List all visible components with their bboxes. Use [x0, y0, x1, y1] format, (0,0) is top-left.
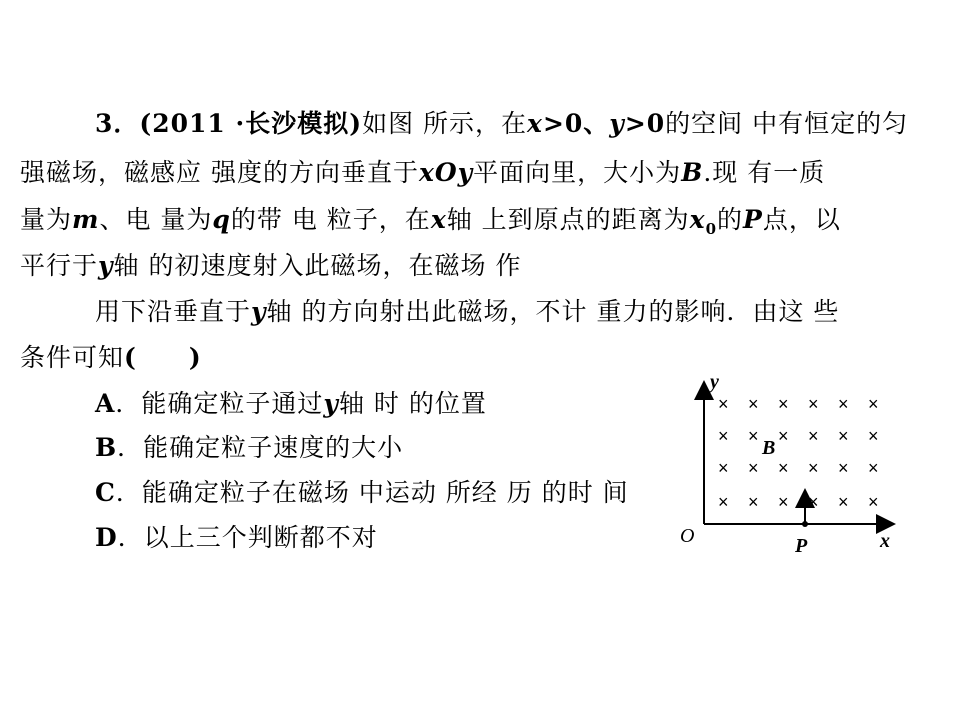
field-cross: ×	[868, 492, 879, 512]
y-axis-label: y	[710, 371, 719, 393]
option-d[interactable]: D．以上三个判断都不对	[95, 523, 378, 552]
question-line-2: 强磁场，磁感应 强度的方向垂直于xOy平面向里，大小为B.现 有一质	[20, 158, 826, 187]
point-p	[802, 521, 808, 527]
field-cross: ×	[718, 394, 729, 414]
question-line-4: 平行于y轴 的初速度射入此磁场，在磁场 作	[20, 251, 522, 280]
field-cross: ×	[808, 458, 819, 478]
field-cross: ×	[748, 426, 759, 446]
option-b[interactable]: B．能确定粒子速度的大小	[95, 433, 404, 462]
field-label: B	[762, 437, 776, 459]
question-line-5: 用下沿垂直于y轴 的方向射出此磁场，不计 重力的影响．由这 些	[95, 297, 840, 326]
magnetic-field-figure	[670, 370, 910, 560]
field-cross: ×	[838, 426, 849, 446]
field-cross: ×	[838, 492, 849, 512]
field-cross: ×	[718, 426, 729, 446]
field-cross: ×	[718, 492, 729, 512]
question-line-3: 量为m、电 量为q的带 电 粒子，在x轴 上到原点的距离为$x_0$的P点，以	[20, 205, 841, 238]
field-cross: ×	[748, 458, 759, 478]
field-cross: ×	[778, 492, 789, 512]
point-label: P	[795, 535, 808, 557]
field-cross: ×	[868, 394, 879, 414]
option-c[interactable]: C．能确定粒子在磁场 中运动 所经 历 的时 间	[95, 478, 629, 507]
origin-label: O	[680, 525, 695, 547]
field-crosses	[718, 394, 879, 512]
field-cross: ×	[838, 458, 849, 478]
field-cross: ×	[748, 492, 759, 512]
question-source: (2011 ·长沙模拟)	[139, 109, 363, 138]
option-a[interactable]: A．能确定粒子通过y轴 时 的位置	[95, 389, 487, 418]
field-cross: ×	[778, 426, 789, 446]
field-cross: ×	[778, 458, 789, 478]
question-line-1: 3．(2011 ·长沙模拟)如图 所示，在x>0、y>0的空间 中有恒定的匀	[95, 109, 909, 138]
field-cross: ×	[838, 394, 849, 414]
question-line-6: 条件可知( )	[20, 343, 202, 372]
field-cross: ×	[808, 426, 819, 446]
field-cross: ×	[808, 394, 819, 414]
x-axis-label: x	[880, 530, 890, 552]
field-cross: ×	[868, 458, 879, 478]
field-cross: ×	[778, 394, 789, 414]
field-cross: ×	[718, 458, 729, 478]
field-cross: ×	[868, 426, 879, 446]
field-cross: ×	[808, 492, 819, 512]
field-cross: ×	[748, 394, 759, 414]
question-number: 3	[95, 109, 114, 138]
